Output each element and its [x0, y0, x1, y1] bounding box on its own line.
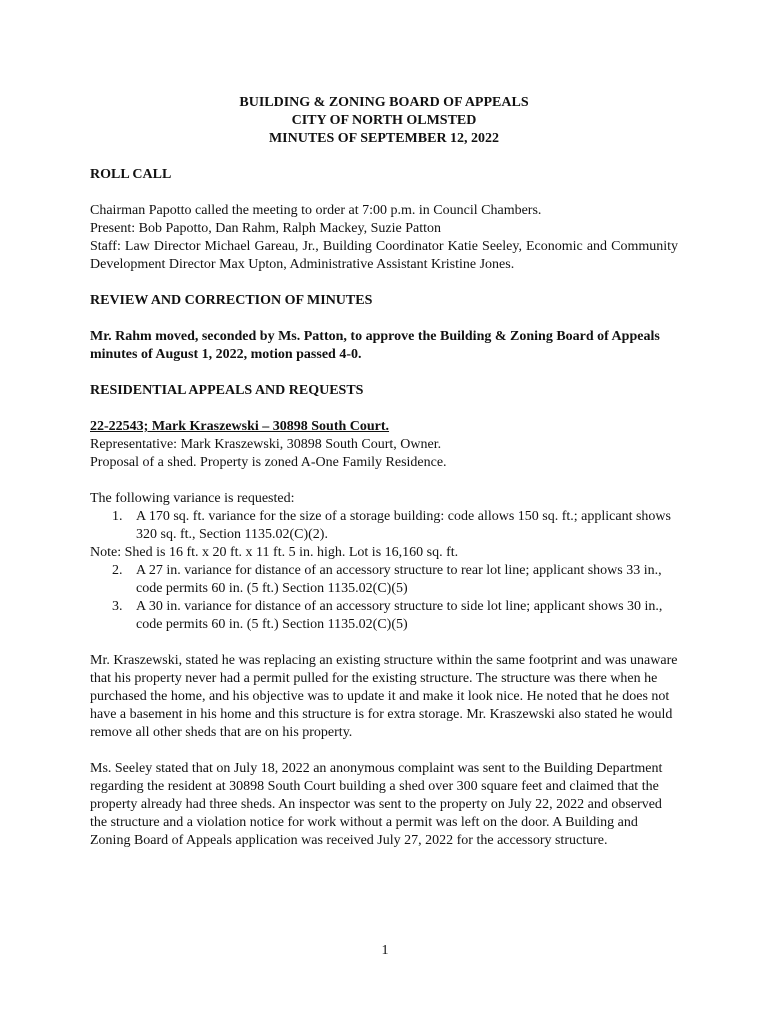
- case-proposal: Proposal of a shed. Property is zoned A-One Family Residence.: [90, 455, 447, 470]
- case-title: 22-22543; Mark Kraszewski – 30898 South Court.: [90, 419, 390, 434]
- residential-appeals-heading: RESIDENTIAL APPEALS AND REQUESTS: [90, 383, 364, 398]
- roll-call-staff: Staff: Law Director Michael Gareau, Jr., Building Coordinator Katie Seeley, Economic and Community Development Director Max Upton, Administrative Assistant Kristine Jones.: [90, 239, 678, 272]
- document-page: [90, 94, 678, 868]
- roll-call-present: Present: Bob Papotto, Dan Rahm, Ralph Mackey, Suzie Patton: [90, 221, 441, 236]
- variance-item: [90, 598, 678, 634]
- header-board-name: BUILDING & ZONING BOARD OF APPEALS: [239, 95, 529, 110]
- variance-text: A 170 sq. ft. variance for the size of a storage building: code allows 150 sq. ft.; applicant shows 320 sq. ft., Section 1135.02(C)(2).: [136, 509, 671, 542]
- variance-number: 3.: [112, 599, 123, 614]
- variance-number: 2.: [112, 563, 123, 578]
- case-representative: Representative: Mark Kraszewski, 30898 South Court, Owner.: [90, 437, 442, 452]
- header-city-name: CITY OF NORTH OLMSTED: [291, 113, 477, 128]
- variance-text: A 30 in. variance for distance of an accessory structure to side lot line; applicant shows 30 in., code permits 60 in. (5 ft.) Section 1135.02(C)(5): [136, 599, 663, 632]
- kraszewski-statement: Mr. Kraszewski, stated he was replacing an existing structure within the same footprint and was unaware that his property never had a permit pulled for the existing structure. The structure was there when he purchased the home, and his objective was to update it and make it look nice. He noted that he does not have a basement in his home and this structure is for extra storage. Mr. Kraszewski also stated he would remove all other sheds that are on his property.: [90, 653, 678, 740]
- variance-item: [90, 562, 678, 598]
- variance-text: A 27 in. variance for distance of an accessory structure to rear lot line; applicant shows 33 in., code permits 60 in. (5 ft.) Section 1135.02(C)(5): [136, 563, 662, 596]
- variance-list: [90, 508, 678, 544]
- page-number: 1: [381, 943, 389, 958]
- review-minutes-motion: Mr. Rahm moved, seconded by Ms. Patton, to approve the Building & Zoning Board of Appeals minutes of August 1, 2022, motion passed 4-0.: [90, 329, 660, 362]
- document-header: [90, 94, 678, 148]
- variance-number: 1.: [112, 509, 123, 524]
- variance-intro: The following variance is requested:: [90, 491, 295, 506]
- roll-call-heading: ROLL CALL: [90, 167, 172, 182]
- variance-note: Note: Shed is 16 ft. x 20 ft. x 11 ft. 5 in. high. Lot is 16,160 sq. ft.: [90, 545, 459, 560]
- roll-call-paragraph: [90, 202, 678, 274]
- variance-section: [90, 490, 678, 634]
- roll-call-order: Chairman Papotto called the meeting to order at 7:00 p.m. in Council Chambers.: [90, 203, 542, 218]
- review-minutes-heading: REVIEW AND CORRECTION OF MINUTES: [90, 293, 373, 308]
- case-summary: [90, 418, 678, 472]
- variance-list-continued: [90, 562, 678, 634]
- seeley-statement: Ms. Seeley stated that on July 18, 2022 an anonymous complaint was sent to the Building Department regarding the resident at 30898 South Court building a shed over 300 square feet and claimed that the property already had three sheds. An inspector was sent to the property on July 22, 2022 and observed the structure and a violation notice for work without a permit was left on the door. A Building and Zoning Board of Appeals application was received July 27, 2022 for the accessory structure.: [90, 761, 663, 848]
- variance-item: [90, 508, 678, 544]
- header-minutes-date: MINUTES OF SEPTEMBER 12, 2022: [268, 131, 500, 146]
